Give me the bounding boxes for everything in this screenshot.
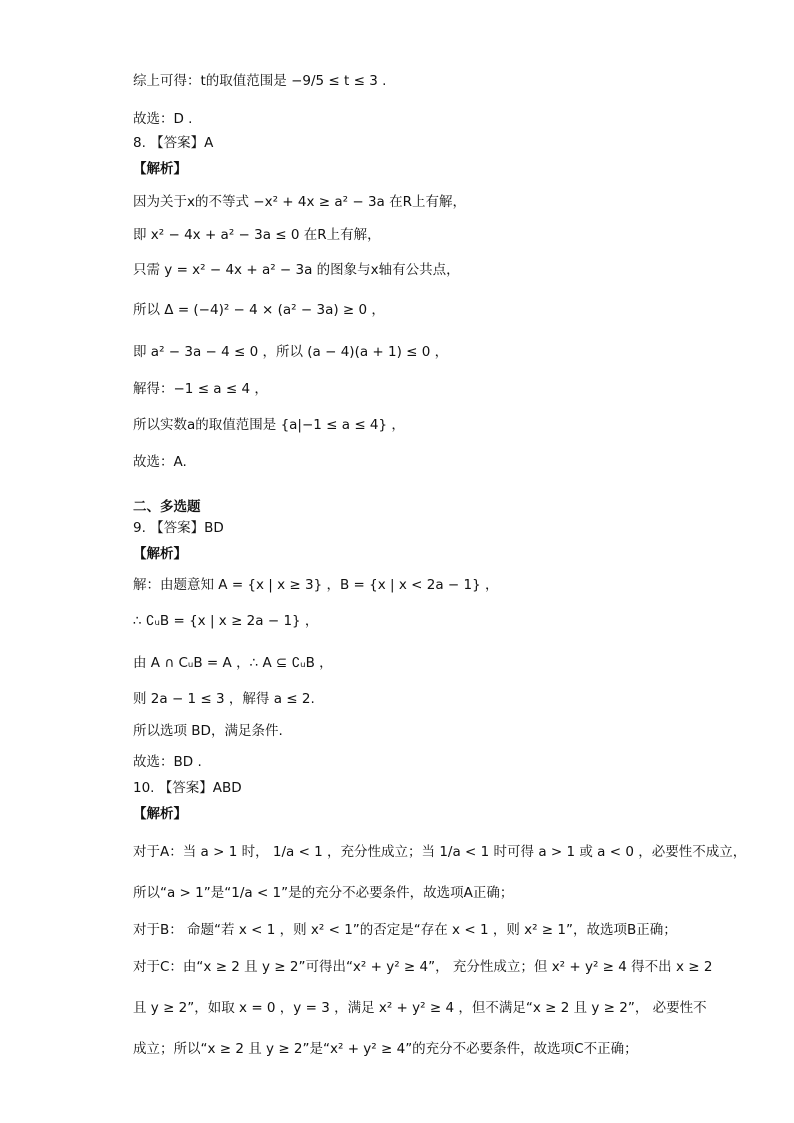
text-line: 所以实数a的取值范围是 {a|−1 ≤ a ≤ 4} ， <box>133 417 405 433</box>
answer-heading: 8. 【答案】A <box>133 135 214 151</box>
text-line: 且 y ≥ 2”，如取 x = 0 ，y = 3 ，满足 x² + y² ≥ 4 ，但不满足“x ≥ 2 且 y ≥ 2”， 必要性不 <box>133 1000 707 1016</box>
text-line: 解得：−1 ≤ a ≤ 4 ， <box>133 381 268 397</box>
analysis-heading: 【解析】 <box>133 161 187 177</box>
text-line: 故选：BD . <box>133 754 202 770</box>
text-line: 对于C：由“x ≥ 2 且 y ≥ 2”可得出“x² + y² ≥ 4”， 充分性成立；但 x² + y² ≥ 4 得不出 x ≥ 2 <box>133 959 713 975</box>
text-line: 所以 Δ = (−4)² − 4 × (a² − 3a) ≥ 0 ， <box>133 302 385 318</box>
text-line: 对于A：当 a > 1 时， 1/a < 1 ，充分性成立；当 1/a < 1 时可得 a > 1 或 a < 0 ，必要性不成立， <box>133 844 747 860</box>
text-line: 对于B： 命题“若 x < 1 ，则 x² < 1”的否定是“存在 x < 1 ，则 x² ≥ 1”，故选项B正确； <box>133 922 677 938</box>
text-line: 因为关于x的不等式 −x² + 4x ≥ a² − 3a 在R上有解， <box>133 194 466 210</box>
text-line: 故选：D . <box>133 111 193 127</box>
text-line: 成立；所以“x ≥ 2 且 y ≥ 2”是“x² + y² ≥ 4”的充分不必要条件，故选项C不正确； <box>133 1041 638 1057</box>
text-line: 解：由题意知 A = {x | x ≥ 3} ，B = {x | x < 2a − 1} ， <box>133 577 499 593</box>
analysis-heading: 【解析】 <box>133 806 187 822</box>
text-line: 即 a² − 3a − 4 ≤ 0 ，所以 (a − 4)(a + 1) ≤ 0 ， <box>133 344 449 360</box>
text-line: 由 A ∩ CᵤB = A ，∴ A ⊆ ∁ᵤB ， <box>133 655 333 671</box>
text-line: 故选：A. <box>133 454 187 470</box>
text-line: 只需 y = x² − 4x + a² − 3a 的图象与x轴有公共点， <box>133 262 460 278</box>
text-line: 则 2a − 1 ≤ 3 ，解得 a ≤ 2. <box>133 691 315 707</box>
answer-heading: 10. 【答案】ABD <box>133 780 242 796</box>
text-line: 综上可得：t的取值范围是 −9/5 ≤ t ≤ 3 . <box>133 73 387 89</box>
answer-heading: 9. 【答案】BD <box>133 520 224 536</box>
text-line: 所以选项 BD，满足条件. <box>133 723 283 739</box>
text-line: ∴ ∁ᵤB = {x | x ≥ 2a − 1} ， <box>133 613 319 629</box>
analysis-heading: 【解析】 <box>133 546 187 562</box>
text-line: 即 x² − 4x + a² − 3a ≤ 0 在R上有解， <box>133 227 381 243</box>
text-line: 所以“a > 1”是“1/a < 1”是的充分不必要条件，故选项A正确； <box>133 885 514 901</box>
section-heading: 二、多选题 <box>133 499 201 515</box>
